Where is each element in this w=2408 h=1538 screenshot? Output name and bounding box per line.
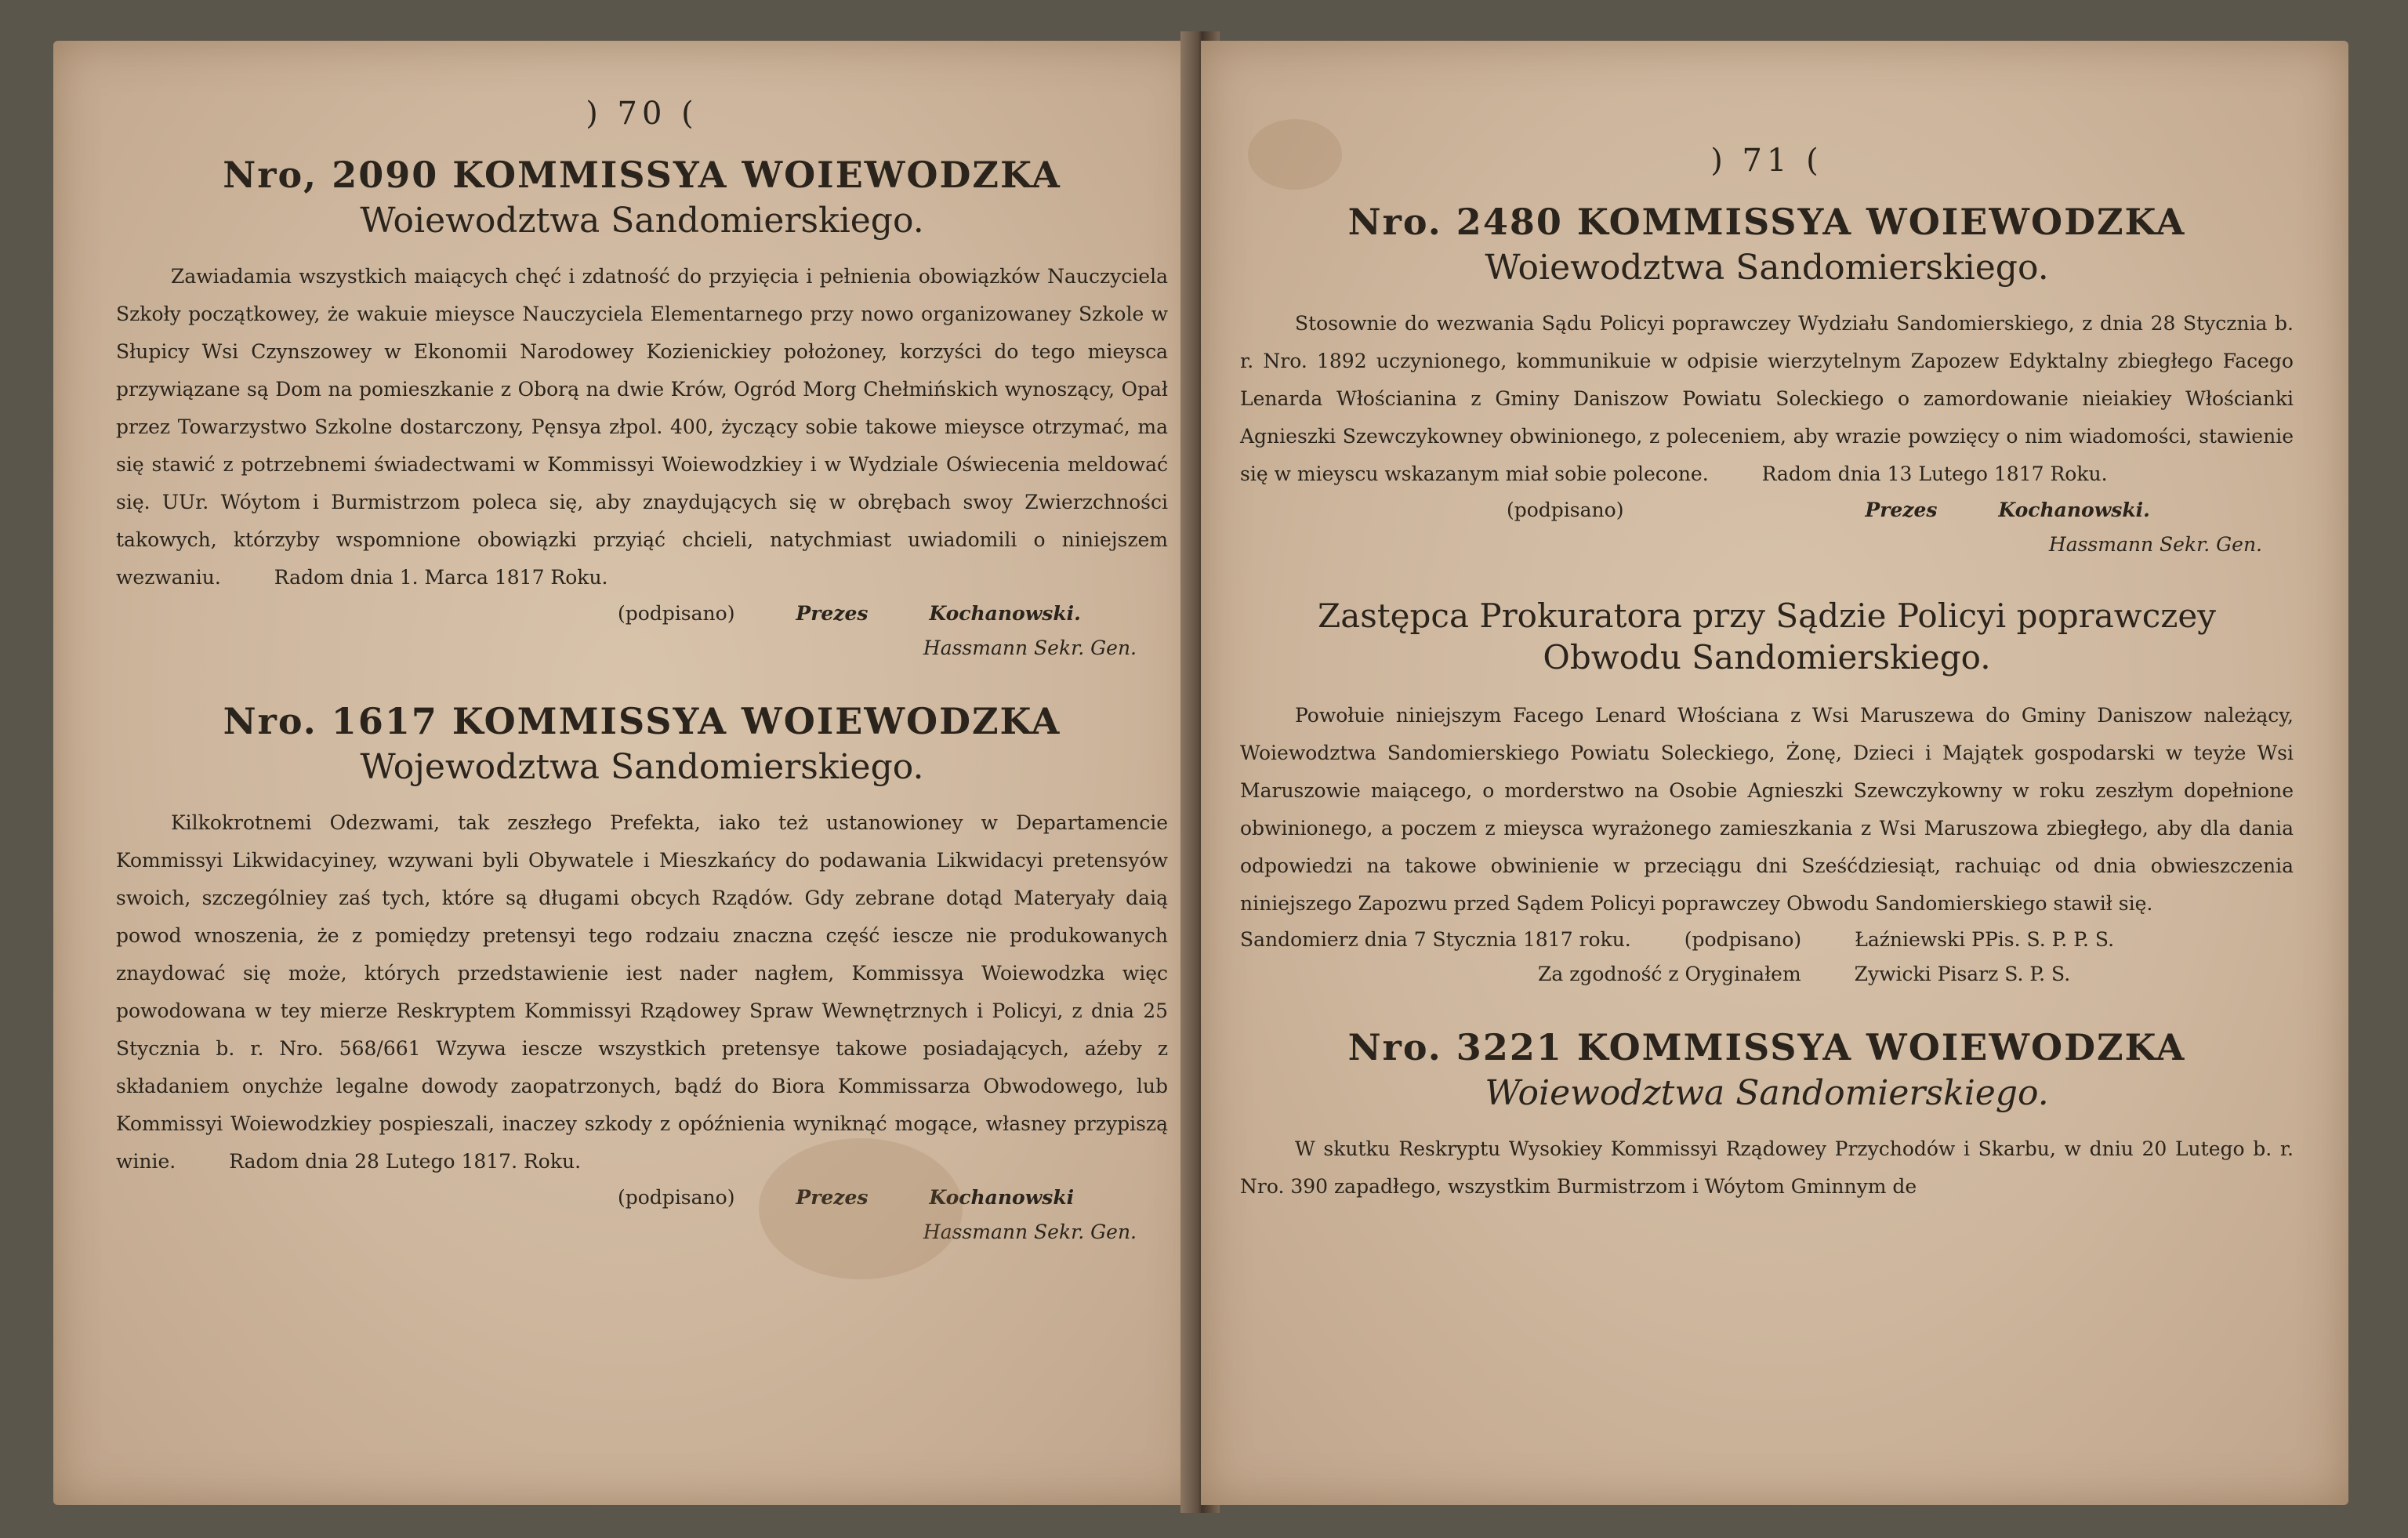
notice-2480 xyxy=(1240,201,2294,562)
notice-date: Radom dnia 13 Lutego 1817 Roku. xyxy=(1761,462,2108,485)
notice-date: Sandomierz dnia 7 Stycznia 1817 roku. xyxy=(1240,928,1631,951)
signer-name: Kochanowski. xyxy=(1998,499,2150,521)
signature-line xyxy=(1240,923,2294,957)
notice-body xyxy=(116,804,1168,1181)
notice-subtitle: Obwodu Sandomierskiego. xyxy=(1543,638,1991,677)
notice-body-text: Kilkokrotnemi Odezwami, tak zeszłego Prefekta, iako też ustanowioney w Departamencie Kommissyi Likwidacyiney, wzywani byli Obywatele i Mieszkańcy do podawania Likwidacyi pretensyów swoich, szczególniey zaś tych, które są długami obcych Rządów. Gdy zebrane dotąd Materyały daią powod wnoszenia, że z pomiędzy pretensyi tego rodzaiu znaczna część iescze nie produkowanych znaydować się może, których przedstawienie iest nader nagłem, Kommissya Woiewodzka więc powodowana w tey mierze Reskryptem Kommissyi Rządowey Spraw Wewnętrznych i Policyi, z dnia 25 Stycznia b. r. Nro. 568/661 Wzywa iescze wszystkich pretensye takowe posiadających, aźeby z składaniem onychże legalne dowody zaopatrzonych, bądź do Biora Kommissarza Obwodowego, lub Kommissyi Woiewodzkiey pospieszali, inaczey szkody z opóźnienia wyniknąć mogące, własney przypiszą winie. xyxy=(116,811,1168,1173)
signed-label: (podpisano) xyxy=(618,1186,735,1209)
signature-line xyxy=(116,597,1168,631)
notice-2090 xyxy=(116,154,1168,666)
conformity-line xyxy=(1240,957,2294,992)
notice-date: Radom dnia 28 Lutego 1817. Roku. xyxy=(229,1150,582,1173)
page-number: ) 70 ( xyxy=(586,96,698,132)
notice-subtitle: Woiewodztwa Sandomierskiego. xyxy=(1485,1073,2049,1113)
notice-body-text: Powołuie niniejszym Facego Lenard Włościana z Wsi Maruszewa do Gminy Daniszow należący, Woiewodztwa Sandomierskiego Powiatu Soleckiego, Żonę, Dzieci i Majątek gospodarski w teyże Wsi Maruszowie maiącego, o morderstwo na Osobie Agnieszki Szewczykowny w roku zeszłym dopełnione obwinionego, a poczem z mieysca wyrażonego zamieszkania z Wsi Maruszowa zbiegłego, aby dla dania odpowiedzi na takowe obwinienie w przeciągu dni Sześćdziesiąt, rachuiąc od dnia obwieszczenia niniejszego Zapozwu przed Sądem Policyi poprawczey Obwodu Sandomierskiego stawił się. xyxy=(1240,704,2294,915)
signature-line xyxy=(116,1181,1168,1215)
secretary-line: Hassmann Sekr. Gen. xyxy=(923,637,1137,659)
signer-name: Łaźniewski PPis. S. P. P. S. xyxy=(1855,928,2115,951)
signer-role: Prezes xyxy=(1865,499,1938,521)
left-page xyxy=(53,41,1199,1505)
notice-body-text: Zawiadamia wszystkich maiących chęć i zdatność do przyięcia i pełnienia obowiązków Nauczyciela Szkoły początkowey, że wakuie mieysce Nauczyciela Elementarnego przy nowo organizowaney Szkole w Słupicy Wsi Czynszowey w Ekonomii Narodowey Kozienickiey położoney, korzyści do tego mieysca przywiązane są Dom na pomieszkanie z Oborą na dwie Krów, Ogród Morg Chełmińskich wynoszący, Opał przez Towarzystwo Szkolne dostarczony, Pęnsya złpol. 400, życzący sobie takowe mieysce otrzymać, ma się stawić z potrzebnemi świadectwami w Kommissyi Woiewodzkiey i w Wydziale Oświecenia meldować się. UUr. Wóytom i Burmistrzom poleca się, aby znaydujących się w obrębach swoy Zwierzchności takowych, którzyby wspomnione obowiązki przyiąć chcieli, natychmiast uwiadomili o niniejszem wezwaniu. xyxy=(116,265,1168,589)
signer-name: Kochanowski. xyxy=(929,602,1081,625)
notice-subtitle: Woiewodztwa Sandomierskiego. xyxy=(1485,248,2049,288)
signed-label: (podpisano) xyxy=(1684,928,1802,951)
notice-body xyxy=(1240,1130,2294,1206)
notice-title: Zastępca Prokuratora przy Sądzie Policyi poprawczey xyxy=(1318,597,2216,635)
clerk-name: Zywicki Pisarz S. P. S. xyxy=(1854,963,2071,985)
secretary-line: Hassmann Sekr. Gen. xyxy=(923,1221,1137,1243)
signature-line xyxy=(1240,493,2294,528)
right-page xyxy=(1201,41,2348,1505)
signed-label: (podpisano) xyxy=(618,602,735,625)
notice-body xyxy=(1240,697,2294,923)
signed-label: (podpisano) xyxy=(1507,499,1624,521)
notice-subtitle: Wojewodztwa Sandomierskiego. xyxy=(360,747,924,787)
notice-body-text: Stosownie do wezwania Sądu Policyi poprawczey Wydziału Sandomierskiego, z dnia 28 Stycznia b. r. Nro. 1892 uczynionego, kommunikuie w odpisie wierzytelnym Zapozew Edyktalny zbiegłego Facego Lenarda Włościanina z Gminy Daniszow Powiatu Soleckiego o zamordowanie nieiakiey Włościanki Agnieszki Szewczykowney obwinionego, z poleceniem, aby wrazie powzięcy o nim wiadomości, stawienie się w mieyscu wskazanym miał sobie polecone. xyxy=(1240,312,2294,485)
signer-role: Prezes xyxy=(796,1186,869,1209)
notice-body-text: W skutku Reskryptu Wysokiey Kommissyi Rządowey Przychodów i Skarbu, w dniu 20 Lutego b. r. Nro. 390 zapadłego, wszystkim Burmistrzom i Wóytom Gminnym de xyxy=(1240,1137,2294,1198)
notice-subtitle: Woiewodztwa Sandomierskiego. xyxy=(360,201,924,241)
notice-1617 xyxy=(116,700,1168,1250)
signer-role: Prezes xyxy=(796,602,869,625)
notice-title: Nro, 2090 KOMMISSYA WOIEWODZKA xyxy=(223,154,1061,196)
secretary-line: Hassmann Sekr. Gen. xyxy=(2048,533,2262,556)
page-number: ) 71 ( xyxy=(1710,143,1823,179)
conformity-label: Za zgodność z Oryginałem xyxy=(1538,963,1801,985)
signer-name: Kochanowski xyxy=(929,1186,1075,1209)
notice-body xyxy=(116,258,1168,597)
notice-date: Radom dnia 1. Marca 1817 Roku. xyxy=(274,566,608,589)
notice-body xyxy=(1240,305,2294,493)
notice-title: Nro. 2480 KOMMISSYA WOIEWODZKA xyxy=(1347,201,2186,243)
notice-title: Nro. 1617 KOMMISSYA WOIEWODZKA xyxy=(223,700,1061,742)
prosecutor-summons xyxy=(1240,597,2294,992)
notice-title: Nro. 3221 KOMMISSYA WOIEWODZKA xyxy=(1347,1026,2186,1068)
notice-3221 xyxy=(1240,1026,2294,1206)
